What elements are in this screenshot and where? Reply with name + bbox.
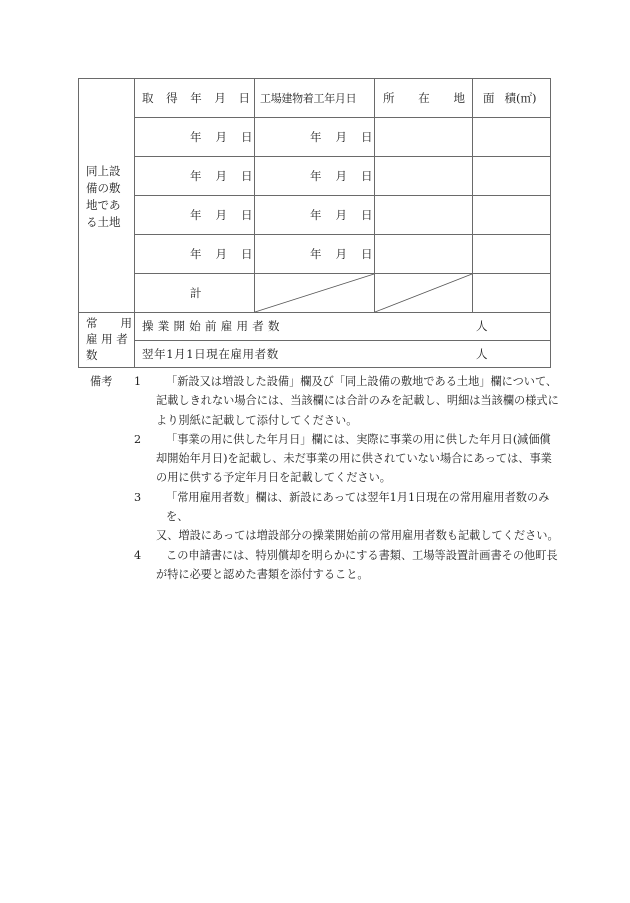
date-unit: 日	[361, 168, 373, 183]
note-text: 記載しきれない場合には、当該欄には合計のみを記載し、明細は当該欄の様式に	[156, 394, 559, 408]
date-unit: 日	[241, 246, 253, 261]
date-unit: 月	[335, 246, 347, 261]
header-char: 月	[214, 90, 226, 105]
note-line	[90, 391, 560, 410]
notes-title	[90, 449, 156, 468]
note-line	[90, 565, 560, 584]
date-unit: 月	[215, 246, 227, 261]
note-line	[90, 546, 560, 565]
header-char: 地	[453, 90, 465, 105]
section-label-land	[86, 163, 134, 231]
section-label-line: 地であ	[86, 198, 121, 212]
location-field[interactable]	[375, 235, 472, 273]
acquisition-date-field[interactable]	[190, 117, 253, 156]
note-text: この申請書には、特別償却を明らかにする書類、工場等設置計画書その他町長	[166, 548, 558, 562]
diagonal-strike-location	[374, 273, 473, 313]
area-field[interactable]	[473, 196, 550, 234]
acquisition-date-field[interactable]	[190, 195, 253, 234]
acquisition-date-field[interactable]	[190, 234, 253, 273]
employees-before-operation-label: 操 業 開 始 前 雇 用 者 数	[142, 319, 280, 333]
date-unit: 年	[190, 168, 202, 183]
notes-title	[90, 526, 156, 545]
table-border-left	[78, 78, 79, 368]
acquisition-date-field[interactable]	[190, 156, 253, 195]
note-number: 3	[134, 490, 142, 504]
date-unit: 日	[241, 168, 253, 183]
header-char: 所	[383, 90, 395, 105]
note-text: より別紙に記載して添付してください。	[156, 413, 358, 427]
date-unit: 月	[215, 168, 227, 183]
date-unit: 月	[215, 129, 227, 144]
header-construction-start-date: 工場建物着工年月日	[260, 91, 357, 105]
header-char: 積(㎡)	[504, 90, 537, 105]
notes-title	[90, 411, 156, 430]
header-char: 年	[190, 90, 202, 105]
note-text: 却開始年月日)を記載し、未だ事業の用に供されていない場合にあっては、事業	[156, 452, 552, 466]
date-unit: 日	[361, 207, 373, 222]
note-text: の用に供する予定年月日を記載してください。	[156, 471, 391, 485]
date-unit: 年	[190, 246, 202, 261]
employees-label-line: 雇 用 者	[86, 332, 128, 346]
note-text: 「新設又は増設した設備」欄及び「同上設備の敷地である土地」欄について、	[166, 375, 558, 388]
employees-jan1-label: 翌年1月1日現在雇用者数	[142, 347, 279, 361]
date-unit: 月	[335, 129, 347, 144]
section-label-line: 備の敷	[86, 181, 121, 195]
construction-start-date-field[interactable]	[310, 117, 373, 156]
note-line	[90, 411, 560, 430]
note-text: 「事業の用に供した年月日」欄には、実際に事業の用に供した年月日(減価償	[166, 432, 551, 446]
land-table	[78, 78, 551, 368]
date-unit: 年	[310, 129, 322, 144]
note-line	[90, 468, 560, 487]
location-field[interactable]	[375, 157, 472, 195]
notes-title	[90, 468, 156, 487]
area-field[interactable]	[473, 118, 550, 156]
notes-title: 備考	[90, 375, 113, 388]
date-unit: 年	[310, 246, 322, 261]
date-unit: 月	[215, 207, 227, 222]
note-number: 4	[134, 548, 142, 562]
area-field[interactable]	[473, 235, 550, 273]
section-label-line: 同上設	[86, 164, 121, 178]
date-unit: 月	[335, 207, 347, 222]
employees-jan1-unit: 人	[476, 347, 488, 361]
date-unit: 年	[310, 168, 322, 183]
employees-label-line: 数	[86, 348, 98, 362]
note-number: 2	[134, 432, 142, 446]
construction-start-date-field[interactable]	[310, 195, 373, 234]
note-line	[90, 430, 560, 449]
notes-title	[90, 391, 156, 410]
date-unit: 日	[241, 129, 253, 144]
note-text: が特に必要と認めた書類を添付すること。	[156, 567, 369, 581]
header-char: 在	[418, 90, 430, 105]
note-number: 1	[134, 375, 142, 388]
header-char: 取	[142, 90, 154, 105]
header-area	[483, 78, 547, 117]
note-text: 「常用雇用者数」欄は、新設にあっては翌年1月1日現在の常用雇用者数のみを、	[166, 490, 550, 524]
employees-label-line: 常 用	[86, 316, 132, 330]
diagonal-strike-construction	[254, 273, 375, 313]
area-field[interactable]	[473, 157, 550, 195]
note-line	[90, 488, 560, 527]
notes-title	[90, 488, 134, 527]
date-unit: 日	[361, 129, 373, 144]
section-label-line: る土地	[86, 215, 121, 229]
header-char: 得	[166, 90, 178, 105]
header-char: 面	[483, 90, 495, 105]
total-label: 計	[190, 285, 202, 300]
date-unit: 年	[190, 207, 202, 222]
notes-section	[90, 372, 560, 584]
location-field[interactable]	[375, 118, 472, 156]
header-char: 日	[238, 90, 250, 105]
date-unit: 日	[361, 246, 373, 261]
date-unit: 年	[190, 129, 202, 144]
location-field[interactable]	[375, 196, 472, 234]
table-border-right	[550, 78, 551, 368]
col-divider	[134, 78, 135, 368]
note-text: 又、増設にあっては増設部分の操業開始前の常用雇用者数も記載してください。	[156, 529, 559, 543]
date-unit: 月	[335, 168, 347, 183]
note-line	[90, 526, 560, 545]
header-location	[383, 78, 465, 117]
employees-before-operation-unit: 人	[476, 319, 488, 333]
header-acquisition-date	[142, 78, 250, 117]
date-unit: 日	[241, 207, 253, 222]
construction-start-date-field[interactable]	[310, 234, 373, 273]
notes-title	[90, 546, 134, 565]
note-line	[90, 372, 560, 391]
notes-title	[90, 430, 134, 449]
note-line	[90, 449, 560, 468]
notes-title	[90, 565, 156, 584]
date-unit: 年	[310, 207, 322, 222]
construction-start-date-field[interactable]	[310, 156, 373, 195]
employees-label	[86, 315, 132, 363]
